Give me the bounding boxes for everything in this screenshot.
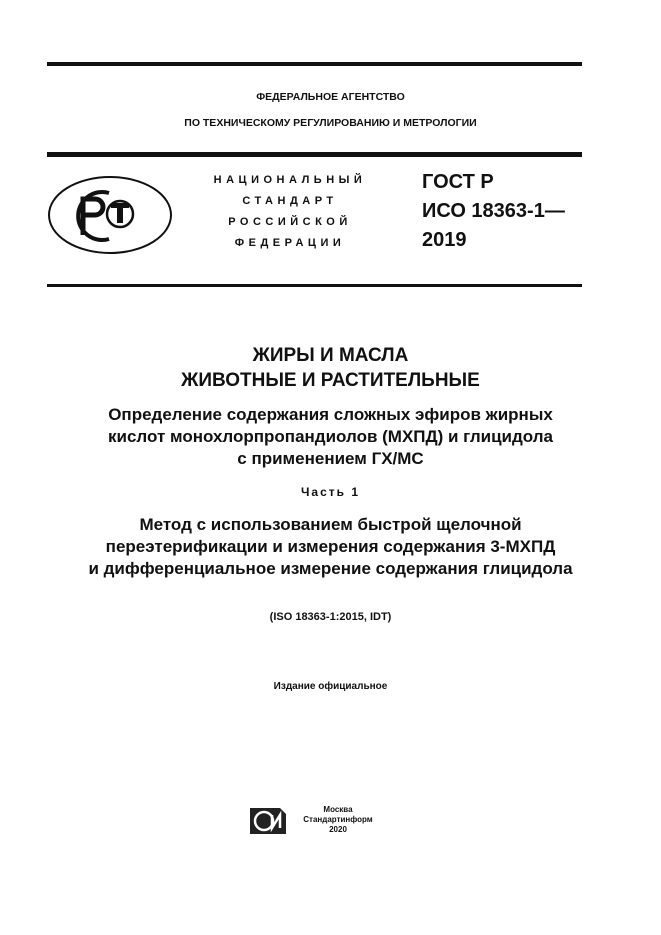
- subtitle: [0, 404, 661, 470]
- gost-logo-icon: [47, 175, 173, 255]
- part-title: [0, 514, 661, 580]
- line: НАЦИОНАЛЬНЫЙ: [213, 174, 367, 186]
- publisher: [298, 805, 378, 835]
- city: Москва: [323, 805, 353, 814]
- publisher-name: Стандартинформ: [303, 815, 373, 824]
- iso-reference: (ISO 18363-1:2015, IDT): [269, 611, 392, 623]
- line: и дифференциальное измерение содержания глицидола: [88, 559, 573, 578]
- rule-2: [47, 152, 582, 157]
- line: кислот монохлорпропандиолов (МХПД) и глицидола: [108, 427, 553, 446]
- agency-line2: ПО ТЕХНИЧЕСКОМУ РЕГУЛИРОВАНИЮ И МЕТРОЛОГИИ: [184, 117, 477, 129]
- year: 2020: [329, 825, 347, 834]
- line: 2019: [422, 229, 467, 251]
- line: РОССИЙСКОЙ: [228, 216, 352, 228]
- part-number: Часть 1: [300, 485, 361, 499]
- line: с применением ГХ/МС: [237, 449, 424, 468]
- standard-type: [190, 170, 390, 254]
- line: ГОСТ Р: [422, 171, 494, 193]
- standartinform-logo-icon: [248, 806, 288, 836]
- designation: [422, 168, 565, 255]
- main-title: [0, 343, 661, 393]
- line: СТАНДАРТ: [242, 195, 338, 207]
- line: ФЕДЕРАЦИИ: [234, 237, 346, 249]
- line: ИСО 18363-1—: [422, 200, 565, 222]
- edition: Издание официальное: [273, 681, 388, 692]
- top-rule: [47, 62, 582, 66]
- agency-line1: ФЕДЕРАЛЬНОЕ АГЕНТСТВО: [256, 91, 405, 103]
- line: ЖИРЫ И МАСЛА: [252, 345, 409, 366]
- line: переэтерификации и измерения содержания 3-МХПД: [105, 537, 556, 556]
- line: Определение содержания сложных эфиров жирных: [108, 405, 553, 424]
- line: ЖИВОТНЫЕ И РАСТИТЕЛЬНЫЕ: [181, 370, 480, 391]
- line: Метод с использованием быстрой щелочной: [139, 515, 522, 534]
- rule-3: [47, 284, 582, 287]
